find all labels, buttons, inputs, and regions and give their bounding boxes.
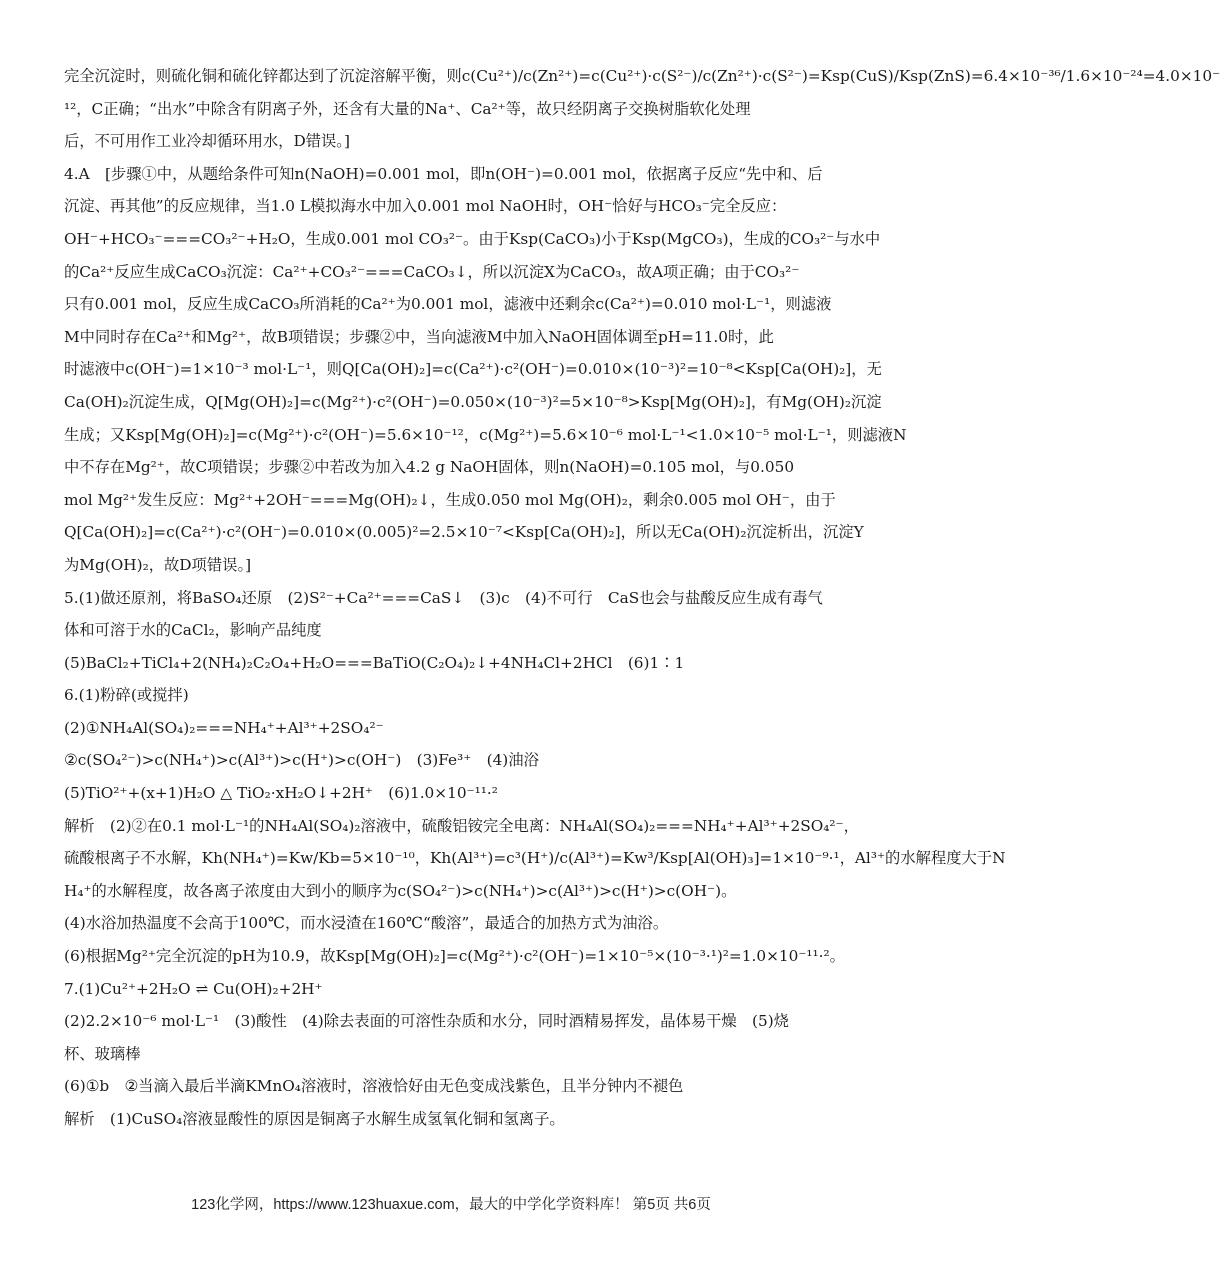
page-footer: 123化学网，https://www.123huaxue.com，最大的中学化学资料库！ 第5页 共6页 bbox=[191, 1197, 711, 1213]
text-line: Ca(OH)₂沉淀生成，Q[Mg(OH)₂]=c(Mg²⁺)·c²(OH⁻)=0.050×(10⁻³)²=5×10⁻⁸>Ksp[Mg(OH)₂]，有Mg(OH)₂沉淀 bbox=[64, 392, 882, 411]
text-line: ②c(SO₄²⁻)>c(NH₄⁺)>c(Al³⁺)>c(H⁺)>c(OH⁻) (3)Fe³⁺ (4)油浴 bbox=[64, 751, 539, 770]
text-line: M中同时存在Ca²⁺和Mg²⁺，故B项错误；步骤②中，当向滤液M中加入NaOH固体调至pH=11.0时，此 bbox=[64, 327, 774, 346]
text-line: 生成；又Ksp[Mg(OH)₂]=c(Mg²⁺)·c²(OH⁻)=5.6×10⁻¹²，c(Mg²⁺)=5.6×10⁻⁶ mol·L⁻¹<1.0×10⁻⁵ mol·L⁻¹，则滤液N bbox=[64, 425, 907, 444]
text-line: 解析 (1)CuSO₄溶液显酸性的原因是铜离子水解生成氢氧化铜和氢离子。 bbox=[64, 1110, 565, 1128]
text-line: (4)水浴加热温度不会高于100℃，而水浸渣在160℃“酸溶”，最适合的加热方式为油浴。 bbox=[64, 914, 669, 933]
text-line: 解析 (2)②在0.1 mol·L⁻¹的NH₄Al(SO₄)₂溶液中，硫酸铝铵完全电离：NH₄Al(SO₄)₂===NH₄⁺+Al³⁺+2SO₄²⁻， bbox=[64, 816, 859, 835]
text-line: (2)①NH₄Al(SO₄)₂===NH₄⁺+Al³⁺+2SO₄²⁻ bbox=[64, 718, 384, 737]
text-line: mol Mg²⁺发生反应：Mg²⁺+2OH⁻===Mg(OH)₂↓，生成0.050 mol Mg(OH)₂，剩余0.005 mol OH⁻，由于 bbox=[64, 490, 836, 509]
text-line: 时滤液中c(OH⁻)=1×10⁻³ mol·L⁻¹，则Q[Ca(OH)₂]=c(Ca²⁺)·c²(OH⁻)=0.010×(10⁻³)²=10⁻⁸<Ksp[Ca(OH)₂]，无 bbox=[64, 360, 882, 379]
text-line: (6)①b ②当滴入最后半滴KMnO₄溶液时，溶液恰好由无色变成浅紫色，且半分钟内不褪色 bbox=[64, 1077, 684, 1096]
text-line: 5.(1)做还原剂，将BaSO₄还原 (2)S²⁻+Ca²⁺===CaS↓ (3)c (4)不可行 CaS也会与盐酸反应生成有毒气 bbox=[64, 588, 823, 607]
text-line: 4.A [步骤①中，从题给条件可知n(NaOH)=0.001 mol，即n(OH⁻)=0.001 mol，依据离子反应“先中和、后 bbox=[64, 164, 823, 183]
text-line: (5)BaCl₂+TiCl₄+2(NH₄)₂C₂O₄+H₂O===BaTiO(C₂O₄)₂↓+4NH₄Cl+2HCl (6)1∶1 bbox=[64, 653, 685, 672]
text-line: (5)TiO²⁺+(x+1)H₂O △ TiO₂·xH₂O↓+2H⁺ (6)1.0×10⁻¹¹·² bbox=[64, 784, 498, 803]
text-line: 7.(1)Cu²⁺+2H₂O ⇌ Cu(OH)₂+2H⁺ bbox=[64, 979, 323, 998]
text-line: 中不存在Mg²⁺，故C项错误；步骤②中若改为加入4.2 g NaOH固体，则n(NaOH)=0.105 mol，与0.050 bbox=[64, 458, 795, 477]
text-line: 杯、玻璃棒 bbox=[64, 1044, 141, 1063]
text-line: 只有0.001 mol，反应生成CaCO₃所消耗的Ca²⁺为0.001 mol，滤液中还剩余c(Ca²⁺)=0.010 mol·L⁻¹，则滤液 bbox=[64, 295, 832, 314]
answer-text-body bbox=[64, 60, 1220, 1136]
text-line: OH⁻+HCO₃⁻===CO₃²⁻+H₂O，生成0.001 mol CO₃²⁻。由于Ksp(CaCO₃)小于Ksp(MgCO₃)，生成的CO₃²⁻与水中 bbox=[64, 229, 881, 248]
text-line: (2)2.2×10⁻⁶ mol·L⁻¹ (3)酸性 (4)除去表面的可溶性杂质和水分，同时酒精易挥发，晶体易干燥 (5)烧 bbox=[64, 1012, 789, 1031]
text-line: 为Mg(OH)₂，故D项错误。] bbox=[64, 555, 252, 574]
text-line: 沉淀、再其他”的反应规律，当1.0 L模拟海水中加入0.001 mol NaOH时，OH⁻恰好与HCO₃⁻完全反应： bbox=[64, 197, 787, 216]
text-line: ¹²，C正确；“出水”中除含有阴离子外，还含有大量的Na⁺、Ca²⁺等，故只经阴离子交换树脂软化处理 bbox=[64, 99, 751, 118]
text-line: 后，不可用作工业冷却循环用水，D错误。] bbox=[64, 132, 350, 151]
text-line: 硫酸根离子不水解，Kh(NH₄⁺)=Kw/Kb=5×10⁻¹⁰，Kh(Al³⁺)=c³(H⁺)/c(Al³⁺)=Kw³/Ksp[Al(OH)₃]=1×10⁻⁹·¹，Al³⁺的水解程度大于N bbox=[64, 849, 1006, 868]
text-line: Q[Ca(OH)₂]=c(Ca²⁺)·c²(OH⁻)=0.010×(0.005)²=2.5×10⁻⁷<Ksp[Ca(OH)₂]，所以无Ca(OH)₂沉淀析出，沉淀Y bbox=[64, 523, 864, 542]
text-line: (6)根据Mg²⁺完全沉淀的pH为10.9，故Ksp[Mg(OH)₂]=c(Mg²⁺)·c²(OH⁻)=1×10⁻⁵×(10⁻³·¹)²=1.0×10⁻¹¹·²。 bbox=[64, 947, 845, 966]
text-line: H₄⁺的水解程度，故各离子浓度由大到小的顺序为c(SO₄²⁻)>c(NH₄⁺)>c(Al³⁺)>c(H⁺)>c(OH⁻)。 bbox=[64, 881, 737, 900]
text-line: 完全沉淀时，则硫化铜和硫化锌都达到了沉淀溶解平衡，则c(Cu²⁺)/c(Zn²⁺)=c(Cu²⁺)·c(S²⁻)/c(Zn²⁺)·c(S²⁻)=Ksp(CuS)/Ksp(ZnS)=6.4×10⁻³⁶/1.6×10⁻²⁴=4.0×10⁻ bbox=[64, 67, 1220, 85]
text-line: 的Ca²⁺反应生成CaCO₃沉淀：Ca²⁺+CO₃²⁻===CaCO₃↓，所以沉淀X为CaCO₃，故A项正确；由于CO₃²⁻ bbox=[64, 262, 800, 281]
text-line: 6.(1)粉碎(或搅拌) bbox=[64, 686, 189, 705]
text-line: 体和可溶于水的CaCl₂，影响产品纯度 bbox=[64, 621, 322, 640]
